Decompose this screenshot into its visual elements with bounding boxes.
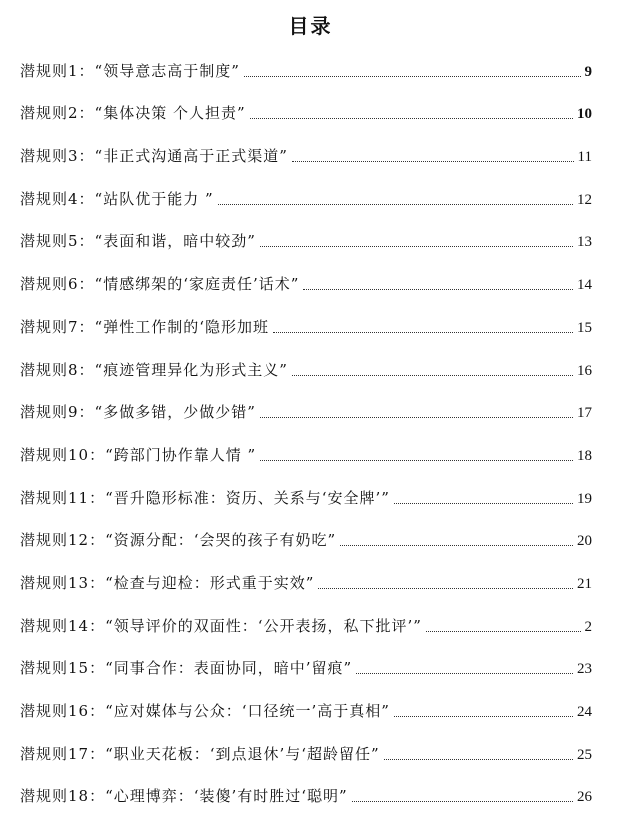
toc-dot-leader [292, 375, 573, 376]
toc-dot-leader [352, 801, 573, 802]
toc-entry-page-number: 11 [577, 149, 592, 166]
toc-entry[interactable] [20, 558, 592, 601]
toc-title: 目录 [288, 14, 333, 38]
toc-entry-title: 潜规则13：“检查与迎检：形式重于实效” [20, 573, 315, 592]
toc-dot-leader [303, 289, 573, 290]
toc-dot-leader [318, 588, 573, 589]
toc-entry-page-number: 18 [577, 447, 592, 464]
toc-entry[interactable] [20, 772, 592, 815]
toc-dot-leader [394, 503, 573, 504]
toc-entry-title: 潜规则4：“站队优于能力 ” [20, 189, 214, 208]
toc-entry[interactable] [20, 473, 592, 516]
toc-dot-leader [356, 673, 573, 674]
toc-entry[interactable] [20, 686, 592, 729]
toc-entry-page-number: 15 [577, 319, 592, 336]
toc-entry-page-number: 10 [577, 106, 592, 123]
toc-dot-leader [250, 118, 573, 119]
toc-dot-leader [260, 246, 573, 247]
toc-dot-leader [273, 332, 573, 333]
toc-entry[interactable] [20, 131, 592, 174]
toc-entry-title: 潜规则14：“领导评价的双面性：‘公开表扬，私下批评’” [20, 616, 422, 635]
toc-entry[interactable] [20, 644, 592, 687]
toc-list [20, 46, 592, 814]
toc-entry-title: 潜规则12：“资源分配：‘会哭的孩子有奶吃” [20, 531, 337, 550]
toc-entry-title: 潜规则1：“领导意志高于制度” [20, 61, 240, 80]
toc-dot-leader [260, 417, 573, 418]
toc-entry-title: 潜规则10：“跨部门协作靠人情 ” [20, 445, 257, 464]
toc-entry-page-number: 20 [577, 533, 592, 550]
toc-entry[interactable] [20, 430, 592, 473]
toc-entry-page-number: 12 [577, 191, 592, 208]
toc-entry-page-number: 17 [577, 405, 592, 422]
toc-dot-leader [260, 460, 573, 461]
toc-entry[interactable] [20, 89, 592, 132]
toc-entry-title: 潜规则15：“同事合作：表面协同，暗中’留痕” [20, 659, 353, 678]
toc-entry[interactable] [20, 217, 592, 260]
toc-entry-page-number: 23 [577, 661, 592, 678]
toc-entry-page-number: 9 [584, 63, 592, 80]
toc-entry-title: 潜规则2：“集体决策 个人担责” [20, 104, 246, 123]
toc-entry-page-number: 13 [577, 234, 592, 251]
toc-entry-page-number: 16 [577, 362, 592, 379]
toc-entry-title: 潜规则6：“情感绑架的‘家庭责任’话术” [20, 275, 300, 294]
toc-entry[interactable] [20, 302, 592, 345]
toc-dot-leader [340, 545, 573, 546]
toc-entry-page-number: 26 [577, 789, 592, 806]
toc-entry-page-number: 2 [584, 618, 592, 635]
toc-dot-leader [244, 76, 581, 77]
toc-entry-title: 潜规则9：“多做多错，少做少错” [20, 403, 256, 422]
toc-entry-page-number: 21 [577, 575, 592, 592]
toc-entry-title: 潜规则17：“职业天花板：‘到点退休’与‘超龄留任” [20, 744, 380, 763]
toc-entry-title: 潜规则8：“痕迹管理异化为形式主义” [20, 360, 288, 379]
toc-entry[interactable] [20, 46, 592, 89]
toc-entry-page-number: 24 [577, 704, 592, 720]
toc-entry-page-number: 14 [577, 277, 592, 294]
toc-entry-title: 潜规则16：“应对媒体与公众：‘口径统一’高于真相” [20, 702, 390, 720]
toc-entry-title: 潜规则18：“心理博弈：‘装傻’有时胜过‘聪明” [20, 787, 348, 806]
toc-entry-page-number: 25 [577, 746, 592, 763]
toc-dot-leader [426, 631, 581, 632]
toc-entry-title: 潜规则11：“晋升隐形标准：资历、关系与‘安全牌’” [20, 488, 390, 507]
toc-entry-page-number: 19 [577, 490, 592, 507]
toc-entry[interactable] [20, 729, 592, 772]
toc-entry[interactable] [20, 345, 592, 388]
toc-entry-title: 潜规则3：“非正式沟通高于正式渠道” [20, 147, 288, 166]
toc-entry-title: 潜规则5：“表面和谐，暗中较劲” [20, 232, 256, 251]
toc-entry[interactable] [20, 516, 592, 559]
toc-entry[interactable] [20, 259, 592, 302]
toc-entry[interactable] [20, 388, 592, 431]
toc-entry-title: 潜规则7：“弹性工作制的‘隐形加班 [20, 317, 269, 336]
toc-entry[interactable] [20, 601, 592, 644]
toc-dot-leader [292, 161, 574, 162]
toc-dot-leader [394, 716, 573, 717]
toc-dot-leader [384, 759, 573, 760]
toc-entry[interactable] [20, 174, 592, 217]
toc-dot-leader [218, 204, 573, 205]
